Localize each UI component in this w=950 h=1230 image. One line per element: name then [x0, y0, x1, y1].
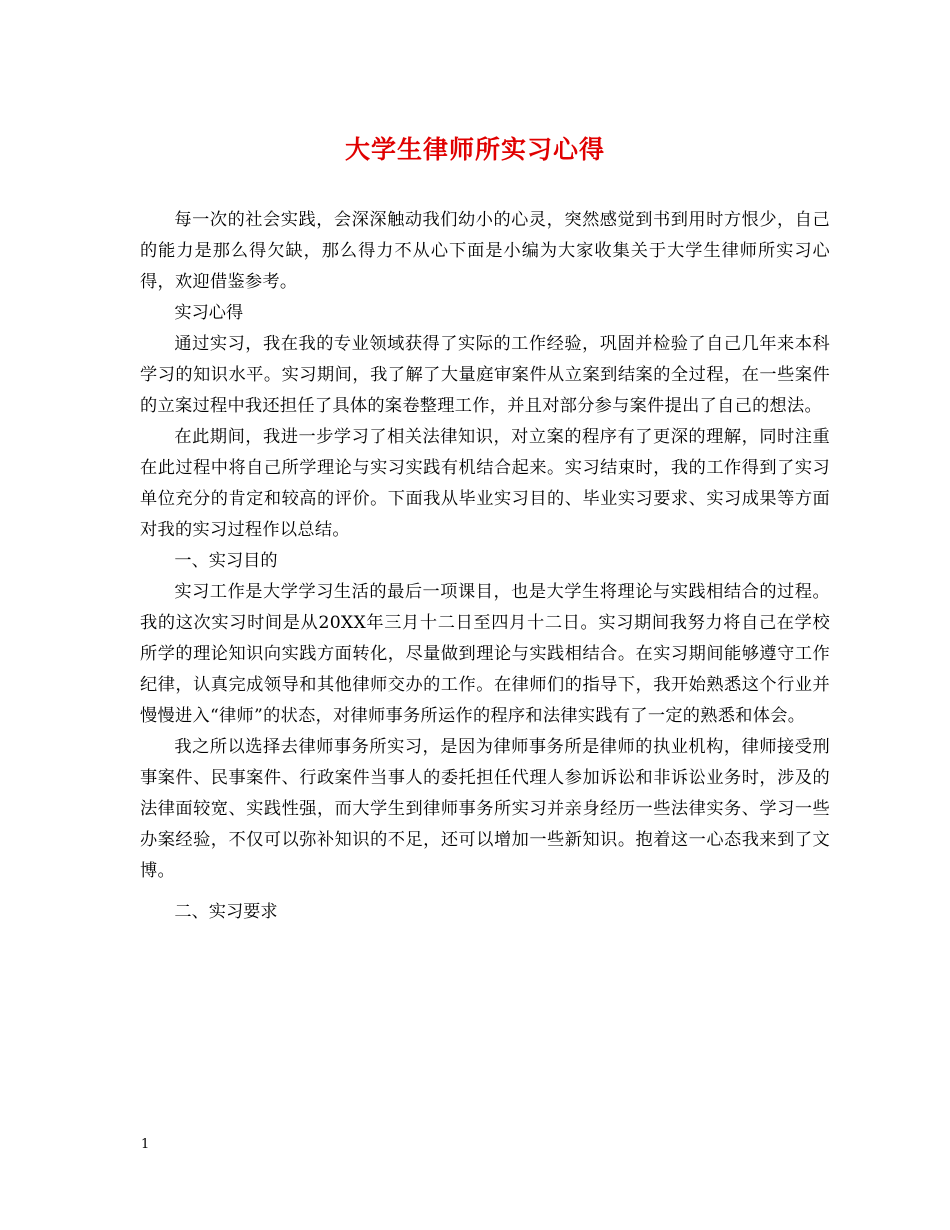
paragraph-spacer: [140, 887, 830, 897]
body-paragraph-4: 我之所以选择去律师事务所实习，是因为律师事务所是律师的执业机构，律师接受刑事案件、民事案件、行政案件当事人的委托担任代理人参加诉讼和非诉讼业务时，涉及的法律面较宽、实践性强，而大学生到律师事务所实习并亲身经历一些法律实务、学习一些办案经验，不仅可以弥补知识的不足，还可以增加一些新知识。抱着这一心态我来到了文博。: [140, 737, 830, 881]
section-heading-internship-experience: 实习心得: [174, 303, 244, 323]
body-paragraph-2: 在此期间，我进一步学习了相关法律知识，对立案的程序有了更深的理解，同时注重在此过程中将自己所学理论与实习实践有机结合起来。实习结束时，我的工作得到了实习单位充分的肯定和较高的评价。下面我从毕业实习目的、毕业实习要求、实习成果等方面对我的实习过程作以总结。: [140, 427, 830, 540]
body-paragraph-1: 通过实习，我在我的专业领域获得了实际的工作经验，巩固并检验了自己几年来本科学习的知识水平。实习期间，我了解了大量庭审案件从立案到结案的全过程，在一些案件的立案过程中我还担任了具体的案卷整理工作，并且对部分参与案件提出了自己的想法。: [140, 334, 830, 416]
intro-paragraph: 每一次的社会实践，会深深触动我们幼小的心灵，突然感觉到书到用时方恨少，自己的能力是那么得欠缺，那么得力不从心下面是小编为大家收集关于大学生律师所实习心得，欢迎借鉴参考。: [140, 210, 830, 292]
body-paragraph-3: 实习工作是大学学习生活的最后一项课目，也是大学生将理论与实践相结合的过程。我的这次实习时间是从20XX年三月十二日至四月十二日。实习期间我努力将自己在学校所学的理论知识向实践方面转化，尽量做到理论与实践相结合。在实习期间能够遵守工作纪律，认真完成领导和其他律师交办的工作。在律师们的指导下，我开始熟悉这个行业并慢慢进入“律师”的状态，对律师事务所运作的程序和法律实践有了一定的熟悉和体会。: [140, 582, 830, 726]
section-heading-requirements: 二、实习要求: [174, 902, 278, 922]
document-body: [140, 205, 830, 928]
document-title: 大学生律师所实习心得: [344, 135, 605, 164]
page-number: 1: [141, 1137, 150, 1152]
section-heading-purpose: 一、实习目的: [174, 551, 278, 571]
